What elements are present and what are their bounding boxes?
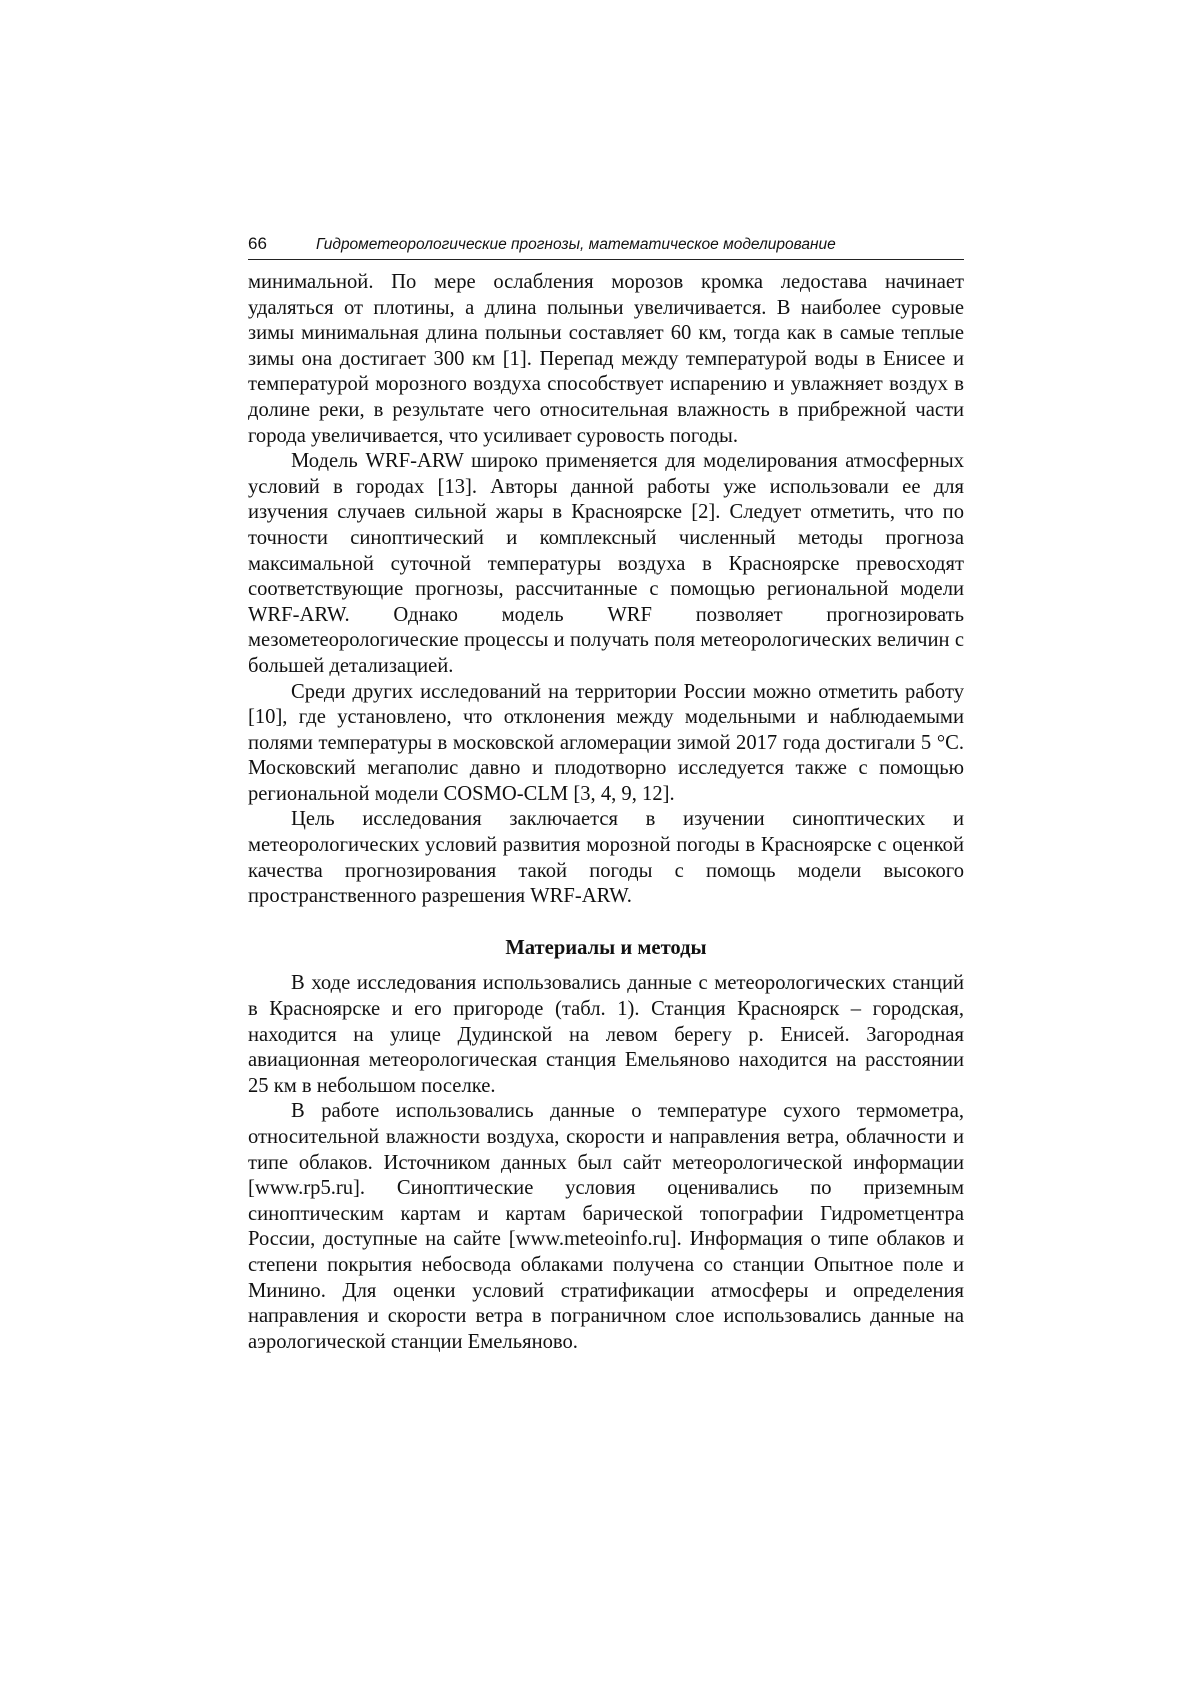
paragraph-other-research: Среди других исследований на территории России можно отметить работу [10], где установлено, что отклонения между модельными и наблюдаемыми полями температуры в московской агломерации зимой 2017 года достигали 5 °C. Московский мегаполис давно и плодотворно исследуется также с помощью региональной модели COSMO-CLM [3, 4, 9, 12]. xyxy=(248,680,964,805)
running-header-title: Гидрометеорологические прогнозы, математическое моделирование xyxy=(316,236,836,253)
paragraph-research-goal: Цель исследования заключается в изучении синоптических и метеорологических условий развития морозной погоды в Красноярске с оценкой качества прогнозирования такой погоды с помощь модели высокого пространственного разрешения WRF-ARW. xyxy=(248,808,964,908)
paragraph-continuation: минимальной. По мере ослабления морозов кромка ледостава начинает удаляться от плотины, а длина полыньи увеличивается. В наиболее суровые зимы минимальная длина полыньи составляет 60 км, тогда как в самые теплые зимы она достигает 300 км [1]. Перепад между температурой воды в Енисее и температурой морозного воздуха способствует испарению и увлажняет воздух в долине реки, в результате чего относительная влажность в прибрежной части города увеличивается, что усиливает суровость погоды. xyxy=(248,271,964,447)
document-page xyxy=(248,233,964,1355)
paragraph-wrf-model: Модель WRF-ARW широко применяется для моделирования атмосферных условий в городах [13]. Авторы данной работы уже использовали ее для изучения случаев сильной жары в Красноярске [2]. Следует отметить, что по точности синоптический и комплексный численный методы прогноза максимальной суточной температуры воздуха в Красноярске превосходят соответствующие прогнозы, рассчитанные с помощью региональной модели WRF-ARW. Однако модель WRF позволяет прогнозировать мезометеорологические процессы и получать поля метеорологических величин с большей детализацией. xyxy=(248,450,964,677)
paragraph-data-sources: В работе использовались данные о температуре сухого термометра, относительной влажности воздуха, скорости и направления ветра, облачности и типе облаков. Источником данных был сайт метеорологической информации [www.rp5.ru]. Синоптические условия оценивались по приземным синоптическим картам и картам барической топографии Гидрометцентра России, доступные на сайте [www.meteoinfo.ru]. Информация о типе облаков и степени покрытия небосвода облаками получена со станции Опытное поле и Минино. Для оценки условий стратификации атмосферы и определения направления и скорости ветра в пограничном слое использовались данные на аэрологической станции Емельяново. xyxy=(248,1100,964,1353)
running-header xyxy=(248,233,964,260)
section-heading: Материалы и методы xyxy=(505,936,707,959)
body-text xyxy=(248,270,964,910)
paragraph-stations: В ходе исследования использовались данные с метеорологических станций в Красноярске и его пригороде (табл. 1). Станция Красноярск – городская, находится на улице Дудинской на левом берегу р. Енисей. Загородная авиационная метеорологическая станция Емельяново находится на расстоянии 25 км в небольшом поселке. xyxy=(248,972,964,1097)
section-body xyxy=(248,971,964,1355)
page-number: 66 xyxy=(248,234,267,253)
